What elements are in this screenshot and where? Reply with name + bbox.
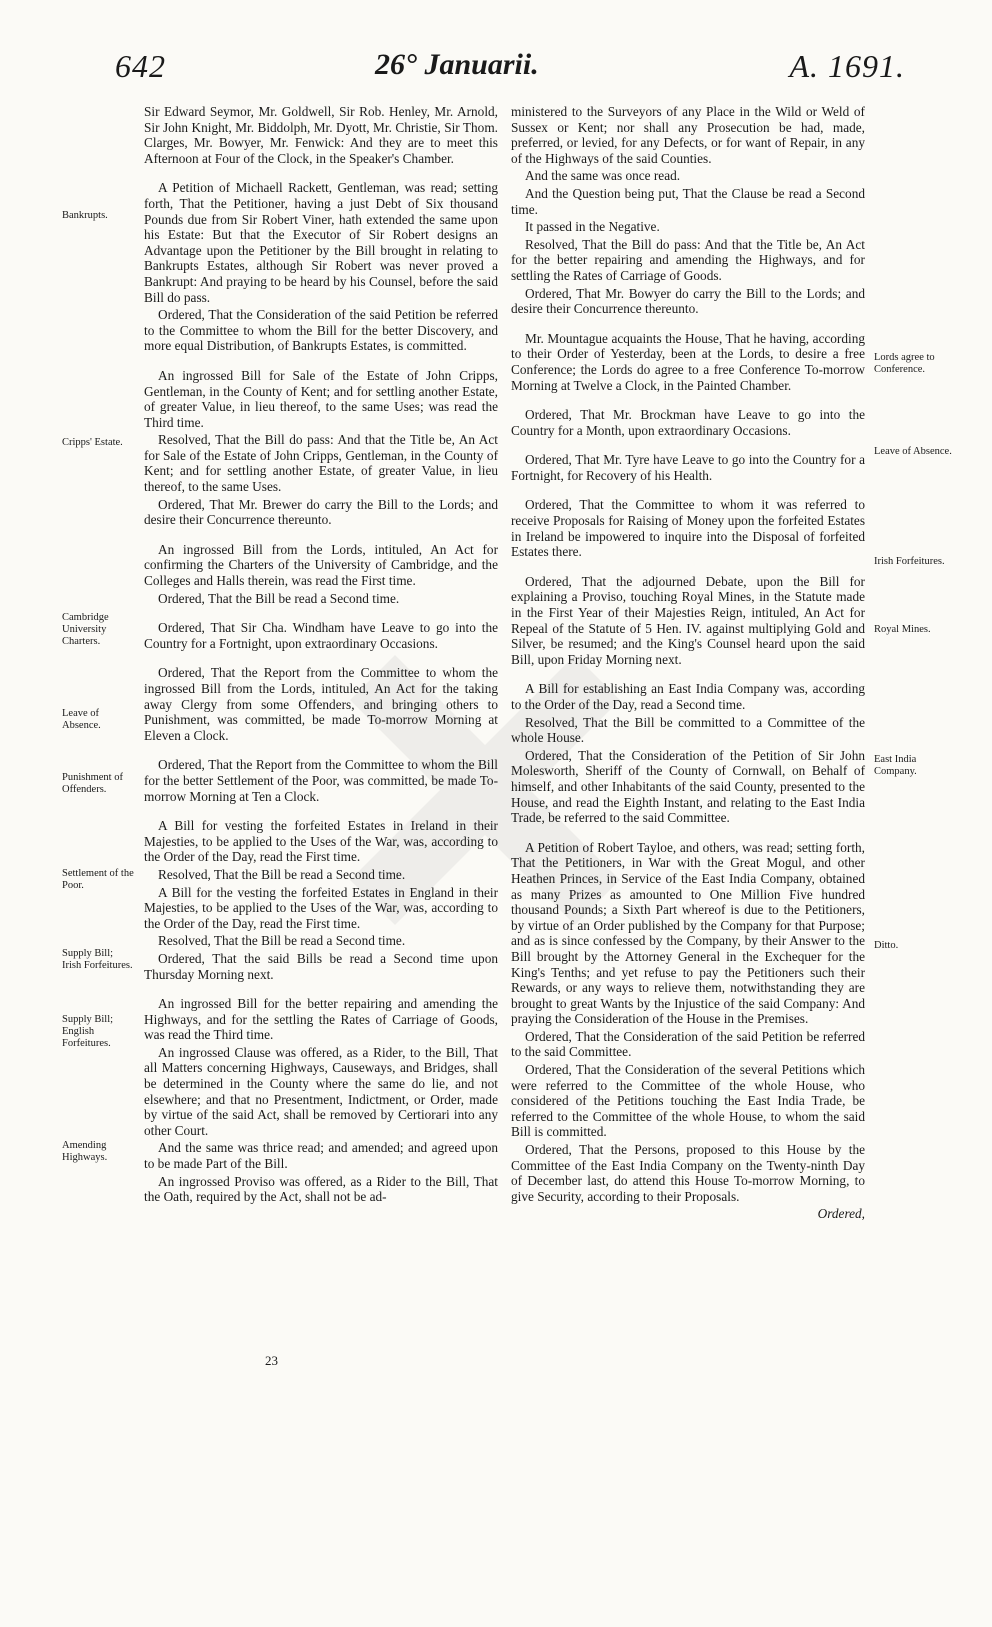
paragraph: An ingrossed Bill for the better repairing and amending the Highways, and for the settling the Rates of Carriage of Goods, was read the Third time. — [144, 996, 498, 1043]
paragraph: Ordered, That the Report from the Committee to whom the ingrossed Bill from the Lords, intituled, An Act for the taking away Clergy from some Offenders, and bringing others to Punishment, was committed, be made To-morrow Morning at Eleven a Clock. — [144, 665, 498, 743]
margin-note: East India Company. — [874, 754, 917, 777]
paragraph: Sir Edward Seymor, Mr. Goldwell, Sir Rob. Henley, Mr. Arnold, Sir John Knight, Mr. Biddolph, Mr. Dyott, Mr. Christie, Sir Thom. Clarges, Mr. Bowyer, Mr. Fenwick: And they are to meet this Afternoon at Four of the Clock, in the Speaker's Chamber. — [144, 104, 498, 166]
paragraph: A Bill for the vesting the forfeited Estates in England in their Majesties, to be applied to the Uses of the War, was, according to the Order of the Day, read the First time. — [144, 884, 498, 931]
paragraph: Mr. Mountague acquaints the House, That he having, according to their Order of Yesterday, been at the Lords, to desire a free Conference; the Lords do agree to a free Conference To-morrow Morning at Twelve a Clock, in the Painted Chamber. — [511, 330, 865, 393]
paragraph: And the same was thrice read; and amended; and agreed upon to be made Part of the Bill. — [144, 1140, 498, 1172]
paragraph: An ingrossed Clause was offered, as a Rider, to the Bill, That all Matters concerning Highways, Causeways, and Bridges, shall be determined in the County where the same do lie, and not elsewhere; and that no Presentment, Indictment, or Order, made by virtue of the said Act, shall be removed by Certiorari into any other Court. — [144, 1044, 498, 1138]
paragraph: Ordered, That the Consideration of the said Petition be referred to the Committee to whom the Bill for the better Discovery, and more equal Distribution, of Bankrupts Estates, is committed. — [144, 307, 498, 354]
margin-note: Supply Bill; Irish Forfeitures. — [62, 948, 133, 971]
paragraph: ministered to the Surveyors of any Place in the Wild or Weld of Sussex or Kent; nor shall any Prosecution be had, made, preferred, or levied, for any Defects, or for want of Repair, in any of the Highways of the said Counties. — [511, 104, 865, 166]
paragraph: Resolved, That the Bill do pass: And that the Title be, An Act for Sale of the Estate of John Cripps, Gentleman, in the County of Kent; and for settling another Estate, of greater Value, in lieu thereof, to the same Uses. — [144, 432, 498, 495]
page-date: 26° Januarii. — [375, 48, 539, 81]
margin-note: Lords agree to Conference. — [874, 352, 935, 375]
margin-note: Cambridge University Charters. — [62, 612, 109, 647]
paragraph: Ordered, That Mr. Brockman have Leave to go into the Country for a Month, upon extraordinary Occasions. — [511, 407, 865, 438]
paragraph: Resolved, That the Bill be read a Second time. — [158, 866, 406, 882]
margin-note: Punishment of Offenders. — [62, 772, 123, 795]
paragraph: A Petition of Michaell Rackett, Gentleman, was read; setting forth, That the Petitioner, having a just Debt of Six thousand Pounds due from Sir Robert Viner, hath extended the same upon his Estate: But that the Executor of Sir Robert designs an Advantage upon the Petitioner by the Bill brought in relating to Bankrupts Estates, although Sir Robert was never proved a Bankrupt: And praying to be heard by his Counsel, before the said Bill do pass. — [144, 180, 498, 305]
paragraph: Resolved, That the Bill be read a Second time. — [158, 933, 406, 949]
margin-note: Supply Bill; English Forfeitures. — [62, 1014, 114, 1049]
paragraph: Ordered, That the Report from the Committee to whom the Bill for the better Settlement of the Poor, was committed, be made To-morrow Morning at Ten a Clock. — [144, 757, 498, 804]
left-text-column — [144, 104, 498, 1207]
paragraph: Ordered, That the Bill be read a Second time. — [158, 590, 400, 606]
paragraph: And the same was once read. — [525, 168, 681, 184]
paragraph: Ordered, — [817, 1206, 865, 1222]
right-text-column — [511, 104, 865, 1224]
signature-mark: 23 — [265, 1353, 278, 1368]
margin-note: Amending Highways. — [62, 1140, 108, 1163]
margin-note: Ditto. — [874, 940, 899, 951]
paragraph: An ingrossed Bill for Sale of the Estate of John Cripps, Gentleman, in the County of Kent; and for settling another Estate, of greater Value, in lieu thereof, to the same Uses; was read the Third time. — [144, 367, 498, 430]
paragraph: Ordered, That Mr. Brewer do carry the Bill to the Lords; and desire their Concurrence thereunto. — [144, 496, 498, 528]
margin-note: Royal Mines. — [874, 624, 931, 635]
margin-note: Leave of Absence. — [874, 446, 952, 457]
margin-note: Bankrupts. — [62, 210, 108, 221]
paragraph: Ordered, That the Consideration of the said Petition be referred to the said Committee. — [511, 1028, 865, 1060]
paragraph: An ingrossed Proviso was offered, as a Rider to the Bill, That the Oath, required by the Act, shall not be ad- — [144, 1173, 498, 1205]
left-margin-notes — [0, 0, 140, 1627]
page-header — [115, 48, 905, 94]
paragraph: Ordered, That the said Bills be read a Second time upon Thursday Morning next. — [144, 950, 498, 982]
paragraph: Ordered, That the Consideration of the several Petitions which were referred to the Committee of the whole House, who considered of the Petitions touching the East India Trade, be referred to the Committee of the whole House, to whom the said Bill is committed. — [511, 1062, 865, 1140]
paragraph: Resolved, That the Bill be committed to a Committee of the whole House. — [511, 714, 865, 746]
paragraph: A Petition of Robert Tayloe, and others, was read; setting forth, That the Petitioners, in War with the Great Mogul, and other Heathen Princes, in Service of the East India Company, obtained as many Prizes as amounted to One Million Five hundred thousand Pounds; a Sixth Part whereof is due to the Petitioners, by virtue of an Order published by the Company for that Purpose; and as is since confessed by the Company, by their Answer to the Bill brought by the Attorney General in the Exchequer for the King's Tenths; and yet refuse to pay the Petitioners such their Rewards, or any ways to relieve them, notwithstanding they are brought to great Wants by the Injustice of the said Company: And praying the Consideration of the House in the Premises. — [511, 839, 865, 1027]
paragraph: Ordered, That the adjourned Debate, upon the Bill for explaining a Proviso, touching Royal Mines, in the Statute made in the First Year of their Majesties Reign, intituled, An Act for Repeal of the Statute of 5 Hen. IV. against multiplying Gold and Silver, be resumed; and the King's Counsel heard upon the said Bill, upon Friday Morning next. — [511, 573, 865, 667]
paragraph: Ordered, That the Committee to whom it was referred to receive Proposals for Raising of Money upon the forfeited Estates in Ireland be impowered to inquire into the Disposal of forfeited Estates there. — [511, 497, 865, 560]
paragraph: A Bill for vesting the forfeited Estates in Ireland in their Majesties, to be applied to the Uses of the War, was, according to the Order of the Day, read the First time. — [144, 818, 498, 865]
paragraph: And the Question being put, That the Clause be read a Second time. — [511, 185, 865, 217]
margin-note: Cripps' Estate. — [62, 437, 123, 448]
paragraph: Ordered, That Mr. Bowyer do carry the Bill to the Lords; and desire their Concurrence thereunto. — [511, 285, 865, 317]
paragraph: Ordered, That Sir Cha. Windham have Leave to go into the Country for a Fortnight, upon extraordinary Occasions. — [144, 620, 498, 651]
page-year: A. 1691. — [789, 48, 905, 84]
paragraph: It passed in the Negative. — [525, 219, 660, 235]
margin-note: Irish Forfeitures. — [874, 556, 945, 567]
paragraph: A Bill for establishing an East India Company was, according to the Order of the Day, read a Second time. — [511, 681, 865, 712]
paragraph: Ordered, That Mr. Tyre have Leave to go into the Country for a Fortnight, for Recovery of his Health. — [511, 452, 865, 483]
paragraph: Ordered, That the Consideration of the Petition of Sir John Molesworth, Sheriff of the County of Cornwall, on Behalf of himself, and other Inhabitants of the said County, presented to the House, and read the Eighth Instant, and relating to the East India Trade, be referred to the said Committee. — [511, 747, 865, 826]
paragraph: An ingrossed Bill from the Lords, intituled, An Act for confirming the Charters of the University of Cambridge, and the Colleges and Halls therein, was read the First time. — [144, 541, 498, 589]
margin-note: Leave of Absence. — [62, 708, 101, 731]
margin-note: Settlement of the Poor. — [62, 868, 134, 891]
paragraph: Resolved, That the Bill do pass: And that the Title be, An Act for the better repairing and amending the Highways, and for settling the Rates of Carriage of Goods. — [511, 236, 865, 283]
page-number: 642 — [115, 48, 166, 84]
paragraph: Ordered, That the Persons, proposed to this House by the Committee of the East India Company on the Twenty-ninth Day of December last, do attend this House To-morrow Morning, to give Security, according to their Proposals. — [511, 1142, 865, 1204]
